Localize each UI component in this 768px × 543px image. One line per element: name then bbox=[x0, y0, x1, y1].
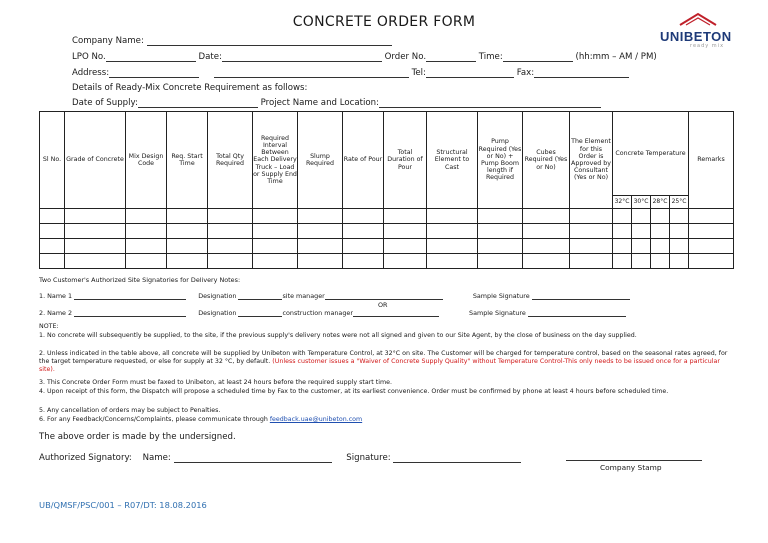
col-remarks: Remarks bbox=[689, 112, 734, 209]
table-row[interactable] bbox=[40, 224, 734, 239]
col-sl: Sl No. bbox=[40, 112, 65, 209]
note-2-text: 2. Unless indicated in the table above, all concrete will be supplied by Unibeton with Temperature Control, at 32°C on site. The Customer will be charged for temperature control, based on the seasonal rates agreed, for the target temperature requested, or else for supply at 32 °C, by default. bbox=[39, 350, 728, 366]
col-approve: The Element for this Order is Approved by Consultant (Yes or No) bbox=[570, 112, 613, 209]
name2-label: 2. Name 2 bbox=[39, 309, 73, 317]
sample-signature1-input[interactable] bbox=[532, 292, 630, 300]
col-element: Structural Element to Cast bbox=[427, 112, 478, 209]
temp-25: 25°C bbox=[670, 196, 689, 209]
auth-signature-input[interactable] bbox=[393, 453, 521, 463]
col-req-start: Req. Start Time bbox=[167, 112, 208, 209]
temp-32: 32°C bbox=[613, 196, 632, 209]
col-temperature: Concrete Temperature bbox=[613, 112, 689, 196]
note-5: 5. Any cancellation of orders may be subject to Penalties. bbox=[39, 407, 221, 414]
authorized-label: Authorized Signatory: bbox=[39, 453, 132, 463]
col-duration: Total Duration of Pour bbox=[384, 112, 427, 209]
logo-tag: ready mix bbox=[690, 43, 725, 49]
sample-signature2-label: Sample Signature bbox=[469, 309, 526, 317]
company-name-field[interactable] bbox=[72, 36, 392, 46]
signatories-heading: Two Customer's Authorized Site Signatories for Delivery Notes: bbox=[39, 276, 241, 284]
date-of-supply-label: Date of Supply: bbox=[72, 98, 138, 108]
company-name-label: Company Name: bbox=[72, 36, 144, 46]
designation2-label: Designation bbox=[198, 309, 237, 317]
construction-manager-input[interactable] bbox=[353, 309, 439, 317]
note-1: 1. No concrete will subsequently be supplied, to the site, if the previous supply's delivery notes were not all signed and given to our Site Agent, by the close of business on the day supplied. bbox=[39, 332, 637, 339]
fax-input[interactable] bbox=[534, 68, 629, 78]
col-rate: Rate of Pour bbox=[343, 112, 384, 209]
note-6-text: 6. For any Feedback/Concerns/Complaints, please communicate through bbox=[39, 416, 268, 423]
time-input[interactable] bbox=[503, 52, 573, 62]
authorized-row bbox=[39, 453, 521, 463]
lpo-input[interactable] bbox=[106, 52, 196, 62]
auth-name-label: Name: bbox=[142, 453, 171, 463]
date-of-supply-input[interactable] bbox=[138, 98, 258, 108]
address-row bbox=[72, 68, 629, 78]
note-2 bbox=[39, 350, 729, 375]
temp-28: 28°C bbox=[651, 196, 670, 209]
date-input[interactable] bbox=[222, 52, 382, 62]
note-2-waiver: (Unless customer issues a "Waiver of Concrete Supply Quality" without Temperature Control-This only needs to be issued once for a particular site). bbox=[39, 358, 720, 374]
temp-30: 30°C bbox=[632, 196, 651, 209]
notes-label: NOTE: bbox=[39, 323, 59, 330]
name1-input[interactable] bbox=[74, 292, 186, 300]
date-label: Date: bbox=[198, 52, 222, 62]
order-no-label: Order No. bbox=[384, 52, 427, 62]
address-label: Address: bbox=[72, 68, 110, 78]
closing-text: The above order is made by the undersigned. bbox=[39, 432, 236, 442]
construction-manager-text: construction manager bbox=[282, 309, 353, 317]
company-stamp-label: Company Stamp bbox=[600, 463, 662, 472]
lpo-row bbox=[72, 52, 657, 62]
feedback-email-link[interactable]: feedback.uae@unibeton.com bbox=[269, 416, 363, 423]
designation2-input[interactable] bbox=[238, 309, 282, 317]
time-format-hint: (hh:mm – AM / PM) bbox=[575, 52, 657, 62]
project-input[interactable] bbox=[379, 98, 601, 108]
lpo-label: LPO No. bbox=[72, 52, 106, 62]
logo-roof-icon bbox=[678, 12, 718, 26]
address-input-2[interactable] bbox=[214, 68, 409, 78]
signatory-row-1 bbox=[39, 292, 630, 300]
tel-input[interactable] bbox=[426, 68, 514, 78]
footer-code: UB/QMSF/PSC/001 – R07/DT: 18.08.2016 bbox=[39, 500, 207, 510]
stamp-line[interactable] bbox=[566, 460, 702, 461]
auth-name-input[interactable] bbox=[174, 453, 332, 463]
logo-name: UNIBETON bbox=[660, 29, 732, 44]
note-4: 4. Upon receipt of this form, the Dispatch will propose a scheduled time by Fax to the customer, at its earliest convenience. Order must be confirmed by phone at least 4 hours before scheduled time. bbox=[39, 388, 669, 395]
designation1-label: Designation bbox=[198, 292, 237, 300]
signatory-row-2 bbox=[39, 309, 626, 317]
order-table bbox=[39, 111, 734, 269]
name1-label: 1. Name 1 bbox=[39, 292, 73, 300]
table-row[interactable] bbox=[40, 254, 734, 269]
details-text: Details of Ready-Mix Concrete Requirement as follows: bbox=[72, 83, 308, 93]
sample-signature2-input[interactable] bbox=[528, 309, 626, 317]
col-slump: Slump Required bbox=[298, 112, 343, 209]
note-3: 3. This Concrete Order Form must be faxed to Unibeton, at least 24 hours before the required supply start time. bbox=[39, 379, 393, 386]
name2-input[interactable] bbox=[74, 309, 186, 317]
col-cubes: Cubes Required (Yes or No) bbox=[523, 112, 570, 209]
or-label: OR bbox=[378, 301, 388, 309]
col-qty: Total Qty Required bbox=[208, 112, 253, 209]
col-mix: Mix Design Code bbox=[126, 112, 167, 209]
unibeton-logo bbox=[660, 12, 740, 52]
fax-label: Fax: bbox=[516, 68, 535, 78]
site-manager-text: site manager bbox=[282, 292, 325, 300]
col-pump: Pump Required (Yes or No) + Pump Boom length if Required bbox=[478, 112, 523, 209]
address-input-1[interactable] bbox=[109, 68, 199, 78]
col-interval: Required Interval Between Each Delivery Truck – Load or Supply End Time bbox=[253, 112, 298, 209]
col-grade: Grade of Concrete bbox=[65, 112, 126, 209]
sample-signature1-label: Sample Signature bbox=[472, 292, 530, 300]
tel-label: Tel: bbox=[411, 68, 426, 78]
table-row[interactable] bbox=[40, 209, 734, 224]
table-row[interactable] bbox=[40, 239, 734, 254]
auth-signature-label: Signature: bbox=[346, 453, 391, 463]
note-6 bbox=[39, 416, 729, 424]
site-manager-input[interactable] bbox=[325, 292, 443, 300]
supply-row bbox=[72, 98, 601, 108]
project-label: Project Name and Location: bbox=[260, 98, 379, 108]
designation1-input[interactable] bbox=[238, 292, 282, 300]
form-title: CONCRETE ORDER FORM bbox=[292, 14, 476, 30]
time-label: Time: bbox=[478, 52, 503, 62]
order-no-input[interactable] bbox=[426, 52, 476, 62]
